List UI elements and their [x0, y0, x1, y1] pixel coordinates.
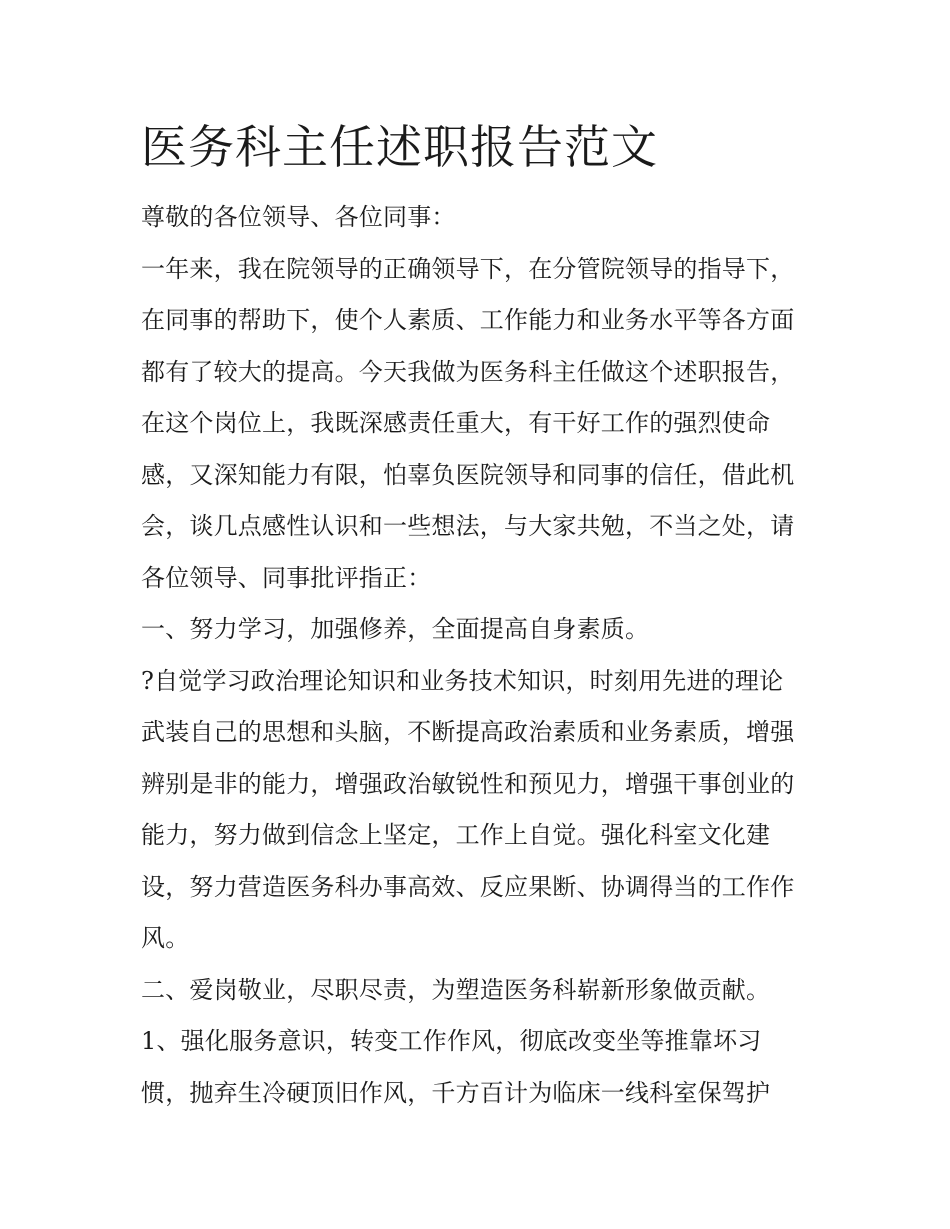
body-line: 风。 — [141, 924, 190, 952]
section-heading: 二、爱岗敬业，尽职尽责，为塑造医务科崭新形象做贡献。 — [141, 975, 771, 1004]
document-body — [141, 192, 813, 1119]
body-line: 1、强化服务意识，转变工作作风，彻底改变坐等推靠坏习 — [141, 1027, 762, 1055]
body-line: 感，又深知能力有限，怕辜负医院领导和同事的信任，借此机 — [141, 460, 795, 489]
body-line: 尊敬的各位领导、各位同事： — [141, 203, 456, 231]
body-line: 会，谈几点感性认识和一些想法，与大家共勉，不当之处，请 — [141, 512, 795, 540]
body-line: 在这个岗位上，我既深感责任重大，有干好工作的强烈使命 — [141, 409, 771, 437]
document-page — [141, 108, 813, 1119]
document-title: 医务科主任述职报告范文 — [141, 120, 658, 174]
body-line: 在同事的帮助下，使个人素质、工作能力和业务水平等各方面 — [141, 306, 795, 334]
body-line: 武装自己的思想和头脑，不断提高政治素质和业务素质，增强 — [141, 718, 795, 746]
body-line: 能力，努力做到信念上坚定，工作上自觉。强化科室文化建 — [141, 821, 771, 849]
body-line: ?自觉学习政治理论知识和业务技术知识，时刻用先进的理论 — [141, 666, 784, 695]
section-heading: 一、努力学习，加强修养，全面提高自身素质。 — [141, 615, 650, 643]
body-line: 各位领导、同事批评指正： — [141, 563, 432, 592]
body-line: 一年来，我在院领导的正确领导下，在分管院领导的指导下， — [141, 254, 795, 283]
body-line: 都有了较大的提高。今天我做为医务科主任做这个述职报告， — [141, 357, 795, 386]
body-line: 辨别是非的能力，增强政治敏锐性和预见力，增强干事创业的 — [141, 769, 795, 798]
body-line: 设，努力营造医务科办事高效、反应果断、协调得当的工作作 — [141, 872, 795, 901]
body-line: 惯，抛弃生冷硬顶旧作风，千方百计为临床一线科室保驾护 — [141, 1078, 771, 1107]
